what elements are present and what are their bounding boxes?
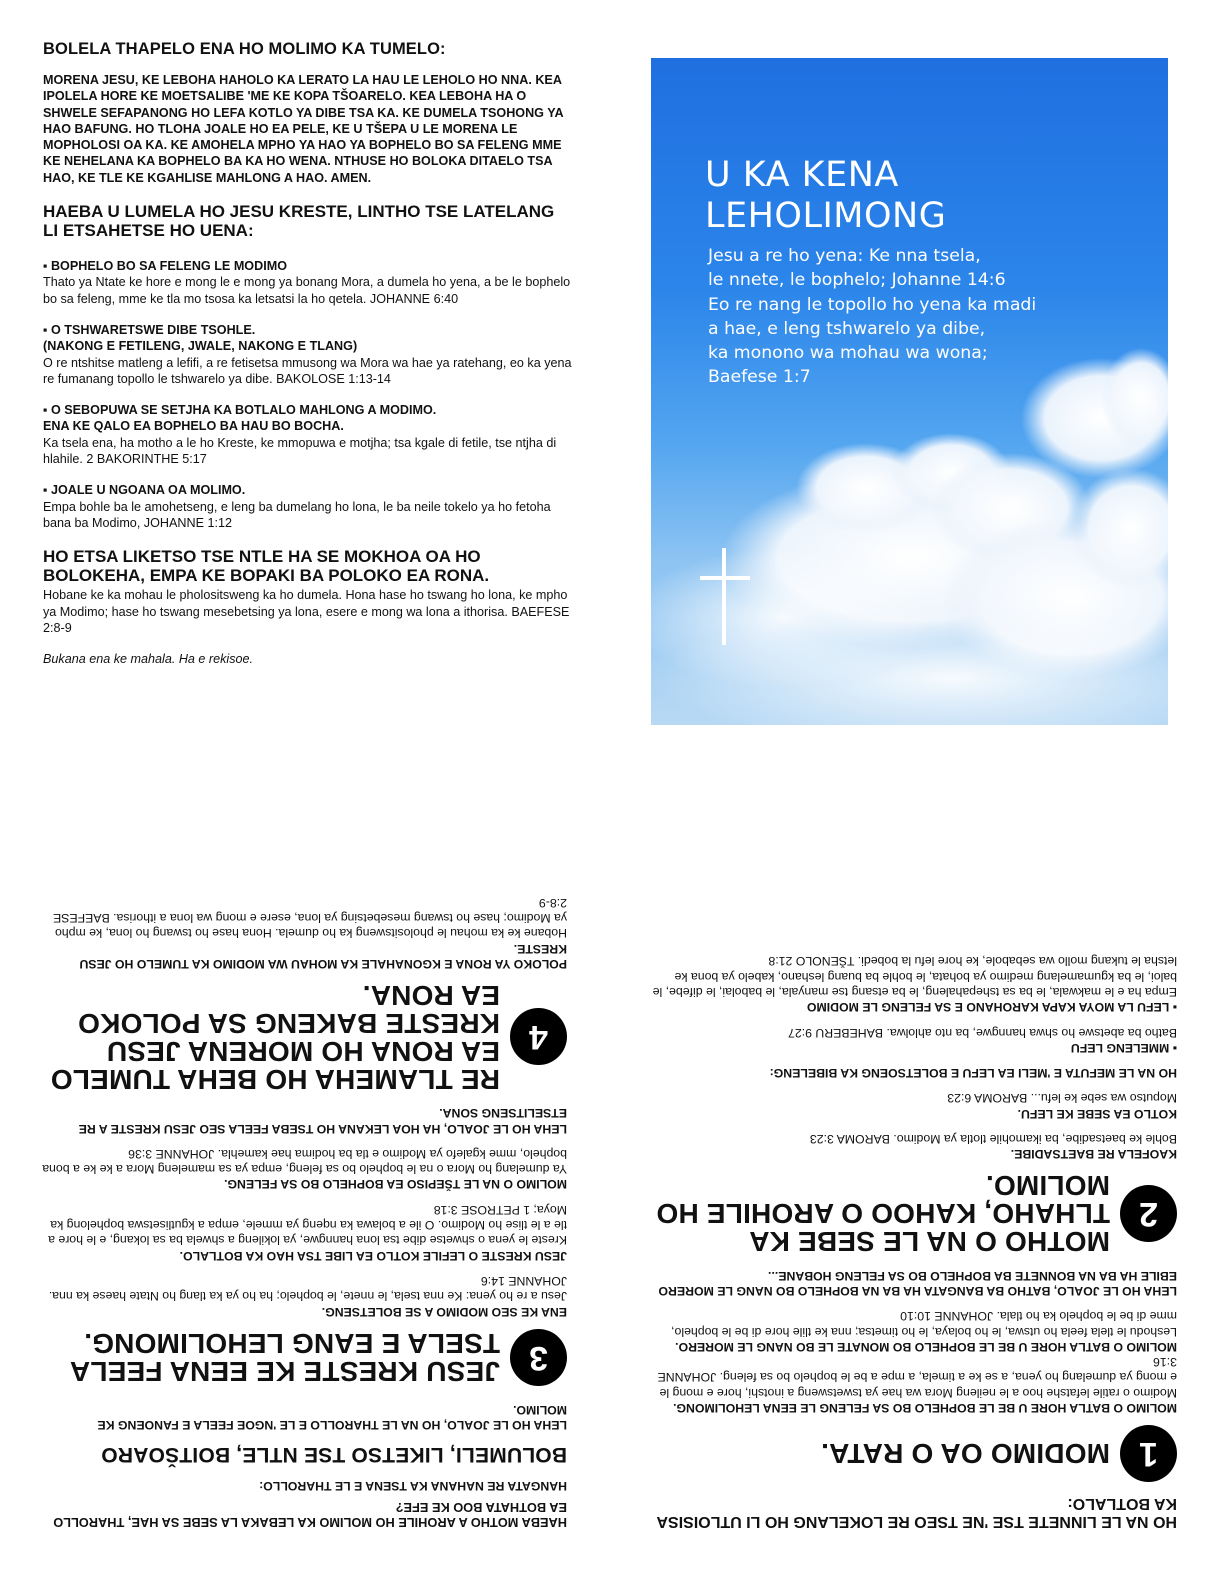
section-3-verse: Ya dumelang ho Mora o na le bophelo bo sa feleng, empa ya sa mameleng Mora a ke ke a bona bophelo, mme kgalefo ya Modimo e tla ba hodima hae kamehla. JOHANNE 3:36: [42, 1146, 567, 1177]
section-2-verse: Bohle ke baetsadibe, ba ikamohile tlotla ya Modimo. BAROMA 3:23: [809, 1132, 1177, 1147]
cover-verse-line: ka monono wa mohau wa wona;: [708, 343, 988, 364]
cover-panel: [651, 58, 1168, 725]
section-number-badge: 3: [510, 1329, 567, 1386]
false-solutions: BOLUMELI, LIKETSO TSE NTLE, BOITŠOARO: [101, 1443, 567, 1467]
section-title: JESU KRESTE KE EENA FEELA TSELA E EANG LEHOLIMONG.: [70, 1328, 500, 1388]
benefit-body: Ka tsela ena, ha motho a le ho Kreste, ke mmopuwa e motjha; tsa kgale di fetile, tse ntjha di hlahile. 2 BAKORINTHE 5:17: [43, 435, 557, 467]
cover-title-line: U KA KENA: [705, 155, 899, 195]
section-4-verse: Hobane ke ka mohau le pholositsweng ka ho dumela. Hona hase ho tswang ho lona, ke mpho ya Modimo; hase ho tswang mesebetsing ya lona, esere e mong wa lona a ithorisa. BAEFESE 2:8-9: [52, 895, 567, 941]
section-3-verse: Jesu a re ho yena: Ke nna tsela, le nnete, le bophelo; ha ho ya ka tlang ho Ntate haese ka nna. JOHANNE 14:6: [48, 1273, 567, 1304]
four-truths-intro: HO NA LE LINNETE TSE 'NE TSEO RE LOKELANG HO LI UTLOISISA KA BOTLALO:: [657, 1495, 1177, 1530]
section-2-heading: ▪ MMELENG LEFU: [1070, 1040, 1177, 1055]
good-works-body: Hobane ke ka mohau le pholositsweng ka ho dumela. Hona hase ho tswang ho lona, ke mpho ya Modimo; hase ho tswang mesebetsing ya lona, esere e mong wa lona a ithorisa. BAEFESE 2:8-9: [43, 588, 570, 635]
benefit-body: O re ntshitse matleng a lefifi, a re fetisetsa mmusong wa Mora wa hae ya ratehang, eo ka yena re fumanang topollo le tshwarelo ya dibe. BAKOLOSE 1:13-14: [43, 355, 572, 386]
benefit-heading: ▪ JOALE U NGOANA OA MOLIMO.: [43, 483, 246, 498]
good-works-heading: HO ETSA LIKETSO TSE NTLE HA SE MOKHOA OA HO BOLOKEHA, EMPA KE BOPAKI BA POLOKO EA RONA.: [43, 547, 490, 586]
benefit-block-forgiven: [43, 322, 573, 387]
solution-question: HAEBA MOTHO A AROHILE HO MOLIMO KA LEBAKA LA SEBE SA HAE, THAROLLO EA BOTHATA BOO KE EFE?: [53, 1499, 567, 1530]
section-1-header: [650, 1425, 1177, 1482]
cover-verse-line: le nnete, le bophelo; Johanne 14:6: [708, 270, 1006, 291]
cover-title-line: LEHOLIMONG: [705, 196, 947, 236]
section-2-header: [650, 1170, 1177, 1258]
section-3-transition: LEHA HO LE JOALO, HA HOA LEKANA HO TSEBA FEELA SEO JESU KRESTE A RE ETSELITSENG SONA.: [78, 1106, 567, 1136]
section-2-verse: Moputso wa sebe ke lefu... BAROMA 6:23: [947, 1091, 1177, 1106]
section-2-heading: KAOFELA RE BAETSADIBE.: [1010, 1147, 1177, 1162]
one-solution-note: LEHA HO LE JOALO, HO NA LE THAROLLO E LE 'NGOE FEELA E FANOENG KE MOLIMO.: [97, 1402, 567, 1433]
benefit-block-child-of-god: [43, 482, 573, 531]
section-title: RE TLAMEHA HO BEHA TUMELO EA RONA HO MORENA JESU KRESTE BAKENG SA POLOKO EA RONA.: [50, 979, 500, 1095]
benefit-block-eternal-life: [43, 258, 573, 307]
section-1-verse-2: Leshodu le tlela feela ho utswa, le ho bolaya, le ho timetsa; nna ke tlile hore di be le bophelo, mme di be le bophelo ka ho tlala. JOHANNE 10:10: [671, 1309, 1177, 1339]
section-1-sub: MOLIMO O BATLA HORE U BE LE BOPHELO BO MONATE LE BO NANG LE MORERO.: [675, 1339, 1177, 1354]
section-3-heading: ENA KE SEO MODIMO A SE BOLETSENG.: [321, 1304, 567, 1319]
section-2-heading: HO NA LE MEFUTA E 'MELI EA LEFU E BOLETSOENG KA BIBELENG:: [769, 1066, 1177, 1081]
section-number-badge: 4: [510, 1008, 567, 1065]
cover-verse-line: Eo re nang le topollo ho yena ka madi: [708, 294, 1037, 315]
benefit-block-new-creation: [43, 402, 573, 467]
benefit-heading: ▪ O SEBOPUWA SE SETJHA KA BOTLALO MAHLONG A MODIMO.: [43, 403, 437, 418]
section-1-lead: MOLIMO O BATLA HORE U BE LE BOPHELO BO SA FELENG LE EENA LEHOLIMONG.: [673, 1401, 1177, 1415]
section-3-heading: MOLIMO O NA LE TŠEPISO EA BOPHELO BO SA FELENG.: [224, 1177, 567, 1192]
solution-intro: HANGATA RE NAHANA KA TSENA E LE THAROLLO:: [259, 1479, 567, 1494]
section-3-header: [42, 1329, 567, 1386]
cover-title: [705, 155, 946, 237]
truths-panel-1-2: [650, 842, 1177, 1530]
belief-heading: HAEBA U LUMELA HO JESU KRESTE, LINTHO TSE LATELANG LI ETSAHETSE HO UENA:: [43, 202, 555, 241]
section-3-heading: JESU KRESTE O LEFILE KOTLO EA LIBE TSA HAO KA BOTLALO.: [179, 1248, 567, 1263]
section-2-heading: ▪ LEFU LA MOYA KAPA KAROHANO E SA FELENG LE MODIMO: [806, 1000, 1177, 1015]
free-booklet-note: Bukana ena ke mahala. Ha e rekisoe.: [43, 652, 254, 667]
benefit-subheading: (NAKONG E FETILENG, JWALE, NAKONG E TLANG): [43, 339, 358, 354]
section-2-verse: Batho ba abetswe ho shwa hanngwe, ba nto ahlolwa. BAHEBERU 9:27: [788, 1025, 1177, 1040]
section-4-heading: POLOKO YA RONA E KGONAHALE KA MOHAU WA MODIMO KA TUMELO HO JESU KRESTE.: [79, 941, 567, 971]
prayer-text: MORENA JESU, KE LEBOHA HAHOLO KA LERATO LA HAU LE LEHOLO HO NNA. KEA IPOLELA HORE KE MOETSALIBE 'ME KE KOPA TŠOARELO. KEA LEBOHA HA O SHWELE SEFAPANONG HO LEFA KOTLO YA DIBE TSA KA. KE DUMELA TSOHONG YA HAO BAFUNG. HO TLOHA JOALE HO EA PELE, KE U TŠEPA U LE MORENA LE MOPHOLOSI OA KA. KE AMOHELA MPHO YA HAO YA BOPHELO BO SA FELENG MME KE NEHELANA KA BOPHELO BA KA HO WENA. NTHUSE HO BOLOKA DITAELO TSA HAO, KE TLE KE KGAHLISE MAHLONG A HAO. AMEN.: [43, 73, 564, 185]
prayer-heading: BOLELA THAPELO ENA HO MOLIMO KA TUMELO:: [43, 40, 446, 58]
benefit-heading: ▪ O TSHWARETSWE DIBE TSOHLE.: [43, 322, 256, 337]
section-number-badge: 1: [1120, 1425, 1177, 1482]
section-2-verse: Empa ha e le makwala, le ba sa tshepahaleng, le ba etsang tse manyala, le babolai, le difebe, le baloi, le ba kgumamelang medimo ya bohata, le bohle ba buang leshano, kabelo ya bona ke letsha le tukang mollo wa sebabole, ke hore lefu la bobedi. TŠENOLO 21:8: [652, 954, 1177, 999]
benefit-body: Thato ya Ntate ke hore e mong le e mong ya bonang Mora, a dumela ho yena, a be le bophelo bo sa feleng, mme ke tla mo tsosa ka letsatsi la ho qetela. JOHANNE 6:40: [43, 275, 571, 306]
truths-panel-3-4: [42, 820, 567, 1530]
prayer-panel: [43, 40, 573, 666]
section-title: MOTHO O NA LE SEBE KA TLHAHO, KAHOO O AROHILE HO MOLIMO.: [656, 1170, 1110, 1258]
section-4-header: [42, 981, 567, 1093]
benefit-subheading: ENA KE QALO EA BOPHELO BA HAU BO BOCHA.: [43, 419, 344, 434]
cover-verse-line: Jesu a re ho yena: Ke nna tsela,: [708, 246, 981, 266]
cover-verse-line: a hae, e leng tshwarelo ya dibe,: [708, 318, 986, 339]
cover-verses: [708, 244, 1148, 390]
benefit-body: Empa bohle ba le amohetseng, e leng ba dumelang ho lona, le ba neile tokelo ya ho fetoha bana ba Modimo, JOHANNE 1:12: [43, 499, 551, 530]
benefit-heading: ▪ BOPHELO BO SA FELENG LE MODIMO: [43, 259, 287, 274]
section-1-verse: Modimo o ratile lefatshe hoo a le neileng Mora wa hae ya tswetsweng a inotshi, hore e mong le e mong ya dumelang ho yena, a se ke a timela, a mpe a be le bophelo bo sa feleng. JOHANNE 3:16: [657, 1355, 1177, 1400]
section-2-heading: KOTLO EA SEBE KE LEFU.: [1017, 1106, 1177, 1121]
section-1-transition: LEHA HO LE JOALO, BATHO BA BANGATA HA BA NA BOPHELO BO NANG LE MORERO EBILE HA BA NA BONNETE BA BOPHELO BO SA FELENG HOBANE...: [658, 1268, 1177, 1298]
section-title: MODIMO OA O RATA.: [820, 1438, 1110, 1470]
section-number-badge: 2: [1120, 1185, 1177, 1242]
cover-verse-line: Baefese 1:7: [708, 367, 811, 388]
section-3-verse: Kreste le yena o shwetse dibe tsa lona hanngwe, ya lokileng a shwela ba sa lokang, e le hore a tle a le tlise ho Modimo. O ile a bolawa ka nqeng ya mmele, empa a kgutlisetswa bophelong ka Moya; 1 PETROSE 3:18: [48, 1202, 567, 1248]
